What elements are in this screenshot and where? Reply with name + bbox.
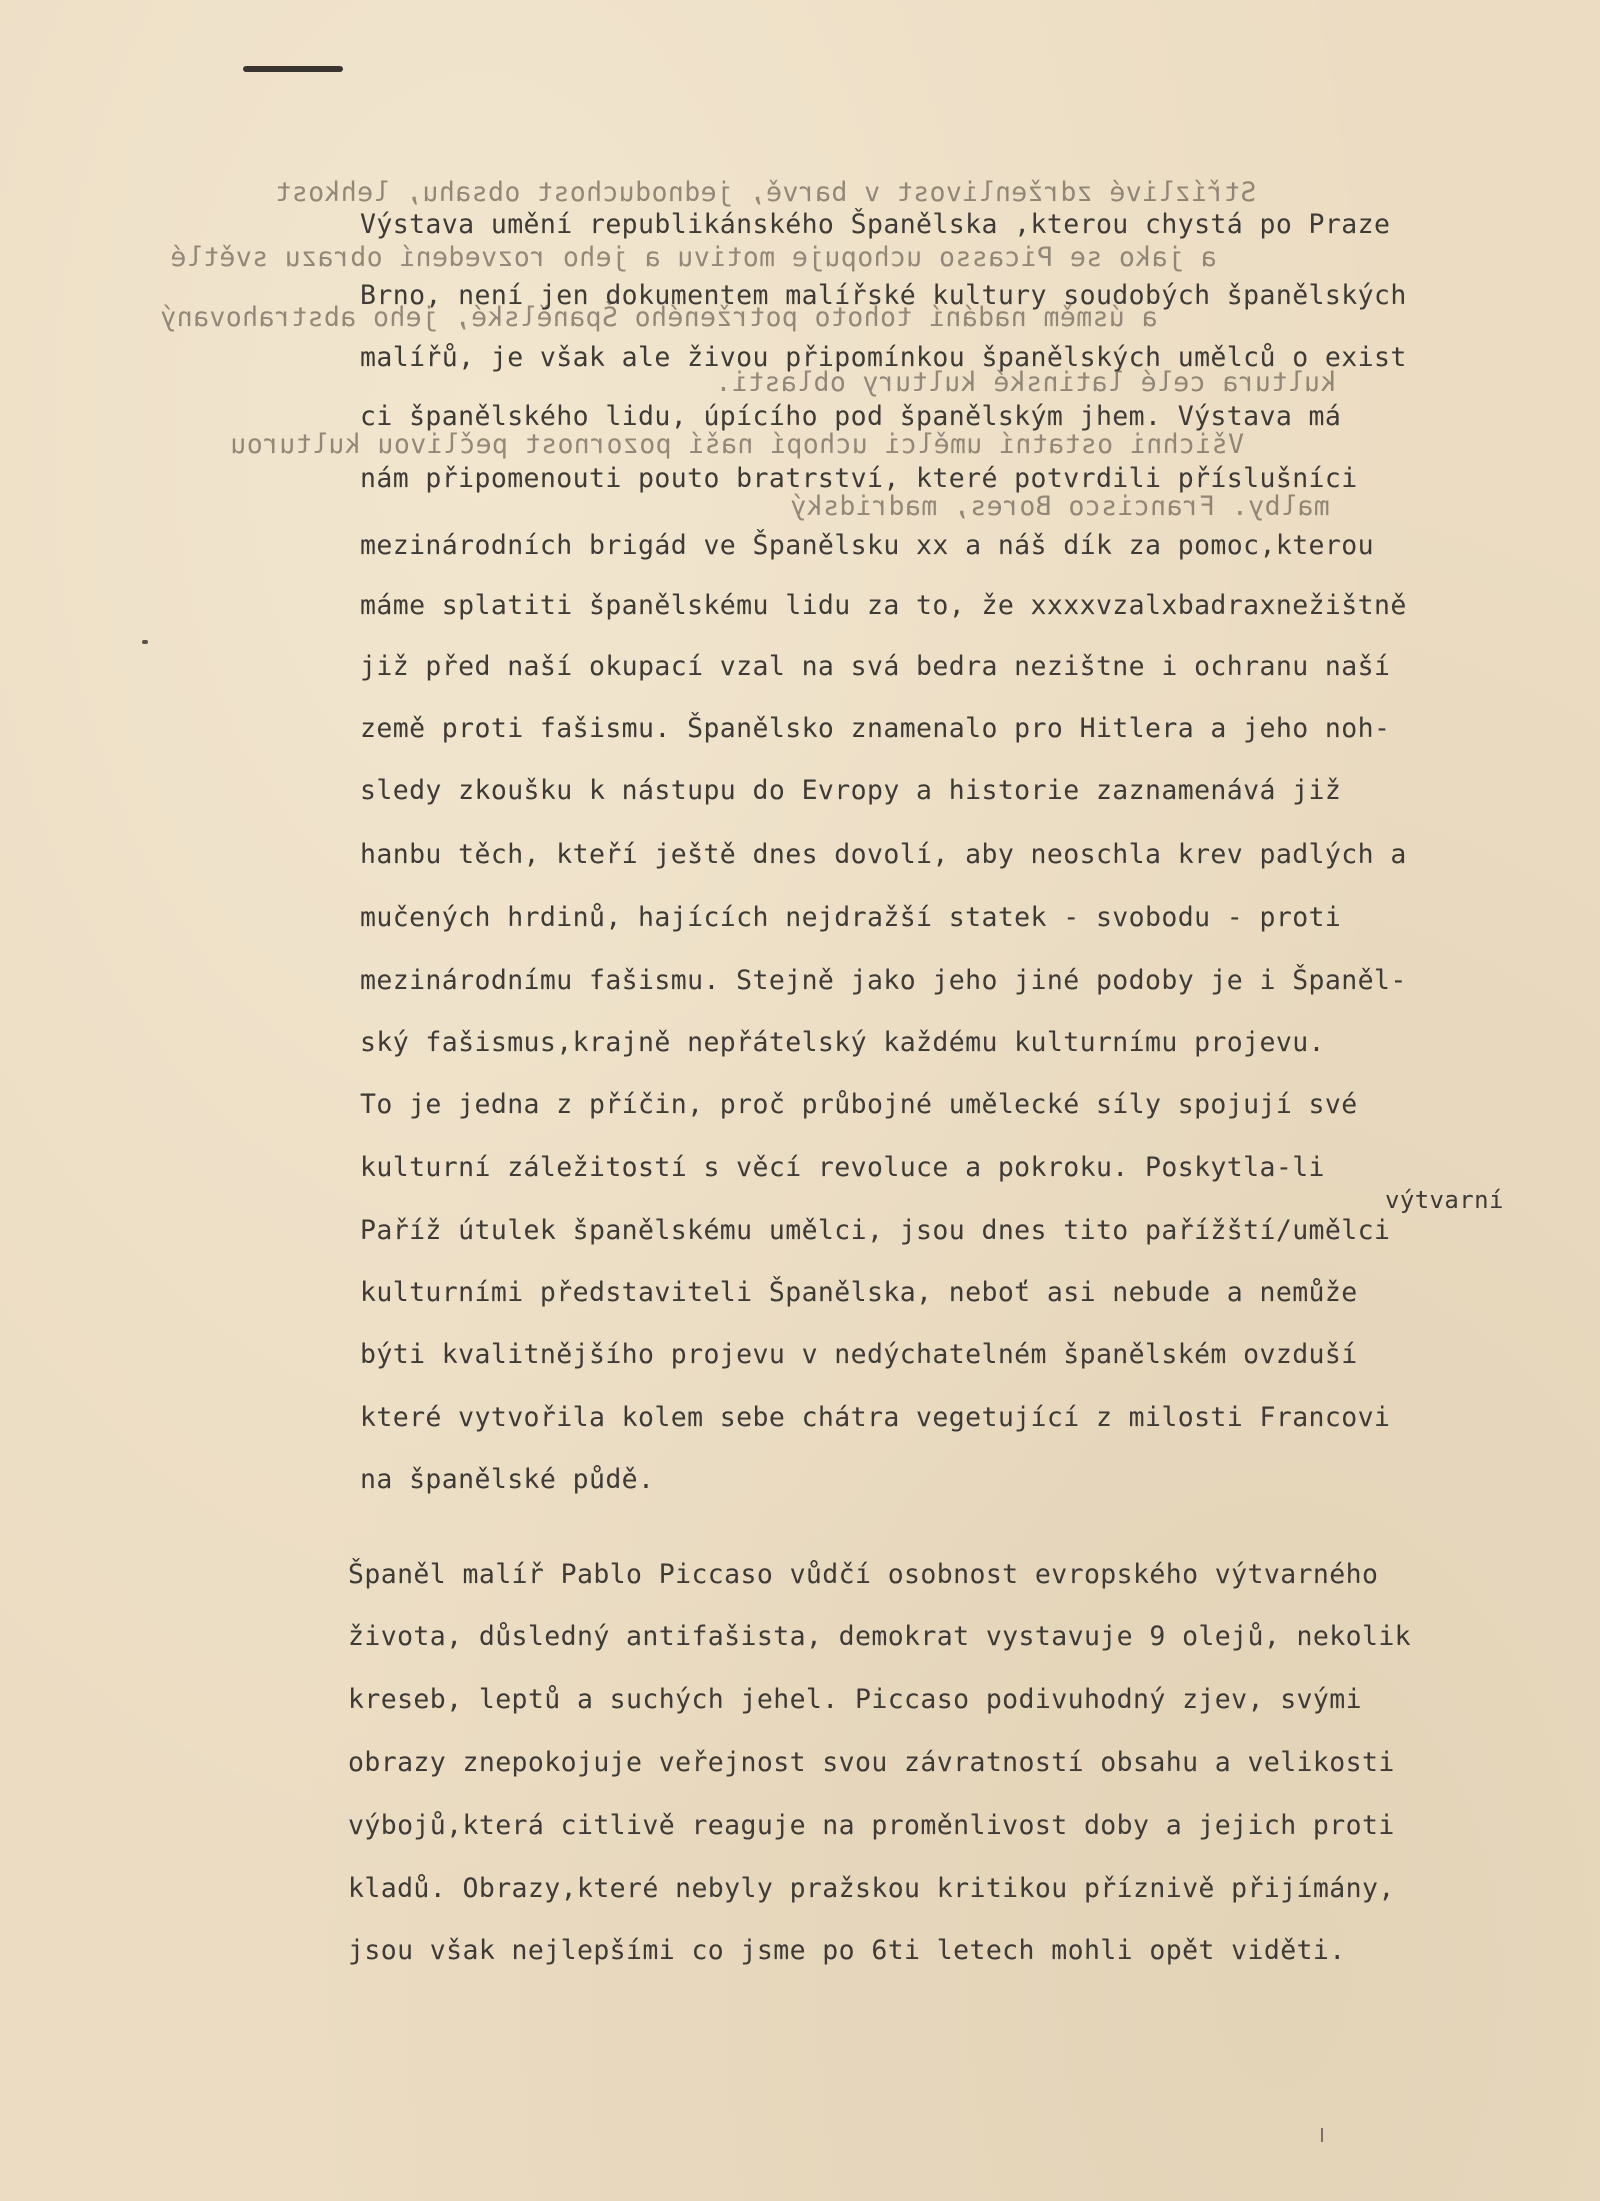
paragraph-line: života, důsledný antifašista, demokrat vystavuje 9 olejů, nekolik <box>348 1621 1412 1652</box>
paragraph-line: Španěl malíř Pablo Piccaso vůdčí osobnost evropského výtvarného <box>348 1559 1379 1590</box>
intro-line: Výstava umění republikánského Španělska ,kterou chystá po Praze <box>360 209 1391 240</box>
margin-mark <box>142 640 148 644</box>
paragraph-line: jsou však nejlepšími co jsme po 6ti letech mohli opět viděti. <box>348 1935 1346 1966</box>
paragraph-line: které vytvořila kolem sebe chátra vegetující z milosti Francovi <box>360 1402 1391 1433</box>
paragraph-line: kladů. Obrazy,které nebyly pražskou kritikou příznivě přijímány, <box>348 1873 1395 1904</box>
bleed-through-line: Střízlivé zdrženlivost v barvě, jednoduchost obsahu, lehkost <box>275 177 1257 208</box>
intro-line: malířů, je však ale živou připomínkou španělských umělců o exist <box>360 342 1407 373</box>
bleed-through-line: Všichni ostatní umělci uchopí naší pozornost pečlivou kulturou <box>230 429 1244 460</box>
intro-line: Brno, není jen dokumentem malířské kultury soudobých španělských <box>360 280 1407 311</box>
paragraph-line: mezinárodních brigád ve Španělsku xx a náš dík za pomoc,kterou <box>360 530 1374 561</box>
pencil-tick-mark <box>1321 2128 1323 2142</box>
paragraph-line: To je jedna z příčin, proč průbojné umělecké síly spojují své <box>360 1089 1358 1120</box>
paragraph-line: máme splatiti španělskému lidu za to, že xxxxvzalxbadraxnežištně <box>360 590 1407 621</box>
bleed-through-line: a úsměm nadání tohoto potrženého Španělské, jeho abstrahovaný <box>160 302 1158 333</box>
bleed-through-line: a jako se Picasso uchopuje motivu a jeho rozvedení obrazu světlé <box>170 242 1217 273</box>
paragraph-line: kreseb, leptů a suchých jehel. Piccaso podivuhodný zjev, svými <box>348 1684 1362 1715</box>
paragraph-line: sledy zkoušku k nástupu do Evropy a historie zaznamenává již <box>360 775 1342 806</box>
paragraph-line: výbojů,která citlivě reaguje na proměnlivost doby a jejich proti <box>348 1810 1395 1841</box>
paragraph-line: země proti fašismu. Španělsko znamenalo pro Hitlera a jeho noh- <box>360 713 1391 744</box>
paragraph-line: Paříž útulek španělskému umělci, jsou dnes tito pařížští/umělci <box>360 1215 1391 1246</box>
intro-line: ci španělského lidu, úpícího pod španělským jhem. Výstava má <box>360 401 1342 432</box>
paragraph-line: býti kvalitnějšího projevu v nedýchatelném španělském ovzduší <box>360 1339 1358 1370</box>
paragraph-line: hanbu těch, kteří ještě dnes dovolí, aby neoschla krev padlých a <box>360 839 1407 870</box>
paragraph-line: na španělské půdě. <box>360 1464 655 1495</box>
paragraph-line: kulturními představiteli Španělska, neboť asi nebude a nemůže <box>360 1277 1358 1308</box>
intro-line: nám připomenouti pouto bratrství, které potvrdili příslušníci <box>360 463 1358 494</box>
paragraph-line: ský fašismus,krajně nepřátelský každému kulturnímu projevu. <box>360 1027 1325 1058</box>
paragraph-line: již před naší okupací vzal na svá bedra nezištne i ochranu naší <box>360 651 1391 682</box>
paragraph-line: kulturní záležitostí s věcí revoluce a pokroku. Poskytla-li <box>360 1152 1325 1183</box>
paragraph-line: mučených hrdinů, hajících nejdražší statek - svobodu - proti <box>360 902 1342 933</box>
bleed-through-line: kultura celé latinské kultury oblasti. <box>715 367 1337 398</box>
paragraph-line: mezinárodnímu fašismu. Stejně jako jeho jiné podoby je i Španěl- <box>360 965 1407 996</box>
paragraph-line: obrazy znepokojuje veřejnost svou závratností obsahu a velikosti <box>348 1747 1395 1778</box>
handwritten-insert: výtvarní <box>1385 1186 1504 1214</box>
header-dash-mark <box>243 66 343 72</box>
bleed-through-line: malby. Francisco Bores, madridský <box>790 491 1330 522</box>
